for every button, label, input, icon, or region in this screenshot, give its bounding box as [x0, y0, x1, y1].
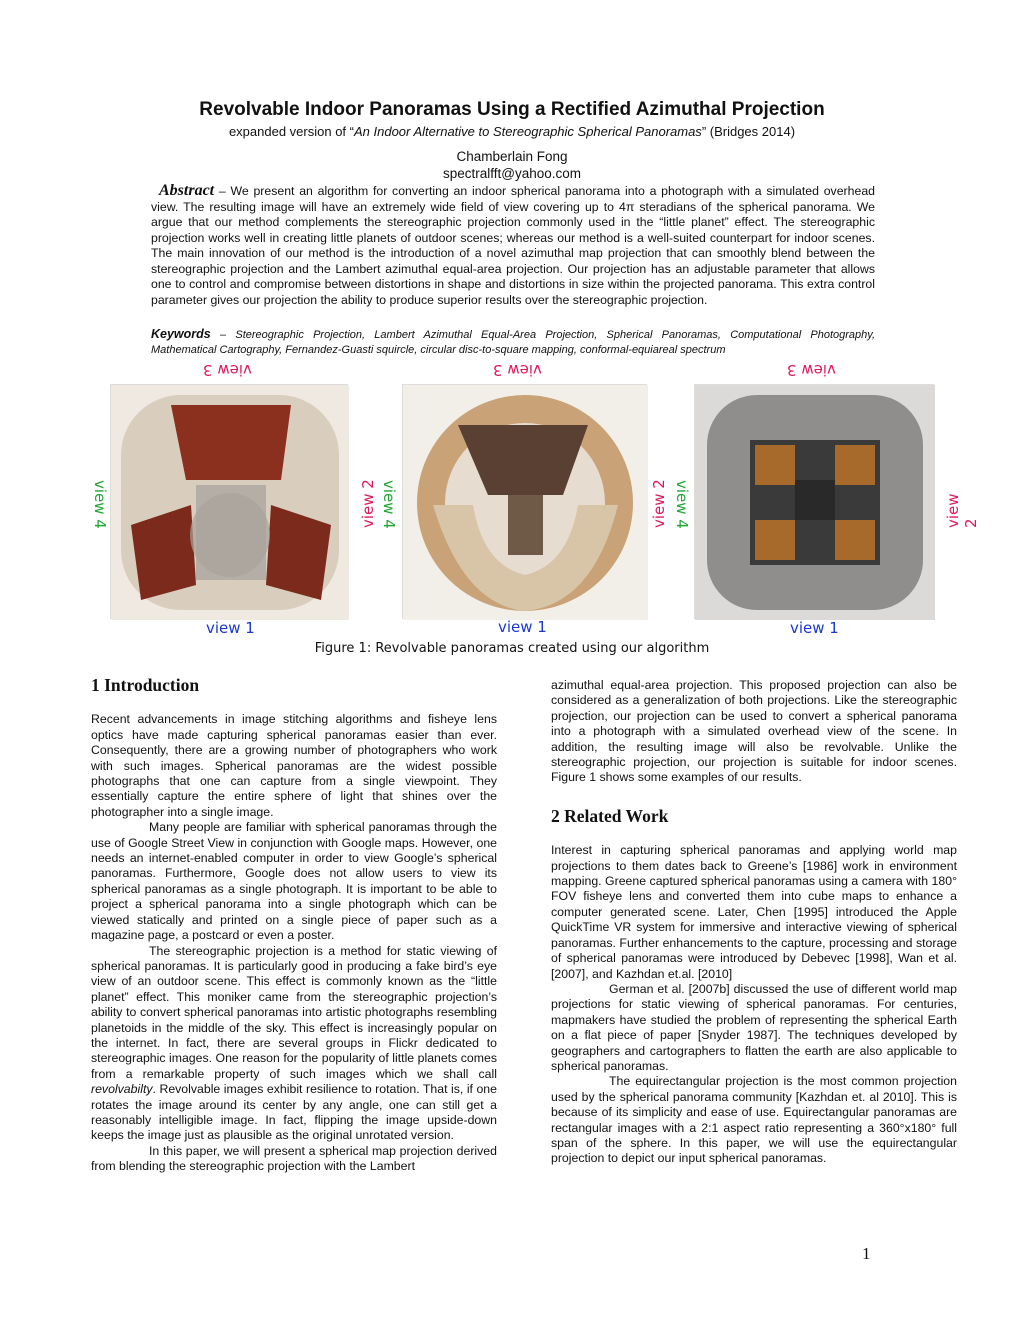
- panel1-view1-label: view 1: [206, 619, 255, 637]
- right-column: [551, 678, 957, 1167]
- page-number: 1: [862, 1244, 871, 1263]
- related-work-heading: 2 Related Work: [551, 805, 669, 826]
- abstract: [151, 183, 875, 308]
- paper-title: Revolvable Indoor Panoramas Using a Rectified Azimuthal Projection: [199, 99, 825, 120]
- subtitle-prefix: expanded version of “: [228, 124, 354, 139]
- panel1-view4-label: view 4: [91, 480, 109, 529]
- intro-paragraph-1: Recent advancements in image stitching algorithms and fisheye lens optics have made capturing spherical panoramas easier than ever. Consequently, there are a growing number of photographers who work with such images. Spherical panoramas are the widest possible photographs that one can capture from a single viewpoint. They essentially capture the entire sphere of light that shines over the photographer into a single image.: [91, 712, 497, 819]
- keywords-text: – Stereographic Projection, Lambert Azimuthal Equal-Area Projection, Spherical Panoramas, Computational Photography, Mathematical Cartography, Fernandez-Guasti squircle, circular disc-to-square mapping, conformal-equiareal spectrum: [151, 329, 875, 356]
- keywords-label: Keywords: [151, 327, 211, 341]
- panel2-view3-label: view 3: [493, 361, 542, 379]
- intro-paragraph-3: [91, 944, 497, 1144]
- introduction-heading: 1 Introduction: [91, 675, 200, 695]
- intro-paragraph-2: Many people are familiar with spherical panoramas through the use of Google Street View in conjunction with Google maps. However, one needs an internet-enabled computer in order to view Google’s spherical panoramas. Furthermore, Google does not allow users to view its spherical panoramas as a single photograph. It is important to be able to project a spherical panorama into a single photograph which can be viewed statically and printed on a single piece of paper such as a magazine page, a postcard or even a poster.: [91, 820, 497, 943]
- author-email: spectralfft@yahoo.com: [442, 166, 582, 181]
- panel1-view3-label: view 3: [203, 361, 252, 379]
- panorama-1-graphic: [111, 385, 349, 620]
- panel2-view1-label: view 1: [498, 618, 547, 636]
- related-paragraph-3: The equirectangular projection is the most common projection used by the spherical panorama community [Kazhdan et. al 2010]. This is because of its simplicity and ease of use. Equirectangular panoramas are rectangular images with a 2:1 aspect ratio representing a 360°x180° full span of the sphere. In this paper, we will use the equirectangular projection to depict our input spherical panoramas.: [551, 1074, 957, 1166]
- left-column: [91, 675, 497, 1175]
- panel3-view4-label: view 4: [673, 480, 691, 529]
- panel3-view1-label: view 1: [790, 619, 839, 637]
- related-paragraph-2: German et al. [2007b] discussed the use of different world map projections for static viewing of spherical panoramas. For centuries, mapmakers have studied the problem of representing the spherical Earth on a flat piece of paper [Snyder 1987]. The techniques developed by geographers and cartographers to flatten the earth are also applicable to spherical panoramas.: [551, 981, 957, 1073]
- panel2-view2-label: view 2: [650, 479, 668, 528]
- intro-continued-paragraph: azimuthal equal-area projection. This proposed projection can also be considered as a generalization of both projections. Like the stereographic projection, our projection can be used to convert a spherical panorama into a photograph with a simulated overhead view of the scene. In addition, the resulting image will also be revolvable. Unlike the stereographic projection, our projection is suitable for indoor scenes. Figure 1 shows some examples of our results.: [551, 678, 957, 785]
- panel3-view3-label: view 3: [787, 361, 836, 379]
- panel1-view2-label: view 2: [359, 479, 377, 528]
- panorama-2-graphic: [403, 385, 648, 620]
- paper-subtitle: [0, 124, 1024, 139]
- panorama-image-3: [694, 384, 934, 619]
- abstract-text: – We present an algorithm for converting an indoor spherical panorama into a photograph with a simulated overhead view. The resulting image will have an extremely wide field of view covering up to 4π steradians of the spherical panorama. We argue that our method complements the stereographic projection commonly used in the “little planet” effect. The stereographic projection works well in creating little planets of outdoor scenes; whereas our method is a well-suited counterpart for indoor scenes. The main innovation of our method is the introduction of a novel azimuthal map projection that can smoothly blend between the stereographic projection and the Lambert azimuthal equal-area projection. Our projection has an adjustable parameter that allows one to control and compromise between distortions in shape and distortions in size within the projected panorama. This extra control parameter gives our projection the ability to produce superior results over the stereographic projection.: [151, 184, 875, 307]
- panorama-image-2: [402, 384, 647, 619]
- panorama-image-1: [110, 384, 348, 619]
- figure-1: [80, 360, 980, 645]
- related-paragraph-1: Interest in capturing spherical panoramas and applying world map projections to them dates back to Greene’s [1986] work in environment mapping. Greene captured spherical panoramas using a camera with 180° FOV fisheye lens and converted them into cube maps to enhance a computer generated scene. Later, Chen [1995] introduced the Apple QuickTime VR system for immersive and interactive viewing of spherical panoramas. Further enhancements to the capture, processing and storage of spherical panoramas were introduced by Debevec [1998], Wan et al. [2007], and Kazhdan et.al. [2010]: [551, 843, 957, 981]
- intro-paragraph-3-part-b: . Revolvable images exhibit resilience to rotation. That is, if one rotates the image around its center by any angle, one can still get a reasonably intelligible image. In fact, flipping the image upside-down keeps the image just as plausible as the original unrotated version.: [91, 1082, 497, 1143]
- author-name: Chamberlain Fong: [456, 149, 568, 164]
- figure-caption: Figure 1: Revolvable panoramas created using our algorithm: [314, 641, 710, 656]
- abstract-label: Abstract: [159, 182, 215, 199]
- subtitle-suffix: ” (Bridges 2014): [701, 124, 796, 139]
- intro-paragraph-4: In this paper, we will present a spherical map projection derived from blending the stereographic projection with the Lambert: [91, 1143, 497, 1174]
- keywords: [151, 327, 875, 358]
- panel3-view2-label: view 2: [944, 493, 980, 528]
- intro-paragraph-3-part-a: The stereographic projection is a method for static viewing of spherical panoramas. It is particularly good in producing a fake bird’s eye view of an outdoor scene. This effect is commonly known as the “little planet” effect. This moniker came from the stereographic projection’s ability to convert spherical panoramas into artistic photographs resembling planetoids in the middle of the sky. This effect is increasingly popular on the internet. In fact, there are several groups in Flickr dedicated to stereographic images. One reason for the popularity of little planets comes from a remarkable property of such images which we shall call: [91, 943, 497, 1081]
- revolvability-term: revolvabilty: [91, 1082, 153, 1097]
- panel2-view4-label: view 4: [380, 480, 398, 529]
- subtitle-original-title: An Indoor Alternative to Stereographic Spherical Panoramas: [353, 124, 702, 139]
- panorama-3-graphic: [695, 385, 935, 620]
